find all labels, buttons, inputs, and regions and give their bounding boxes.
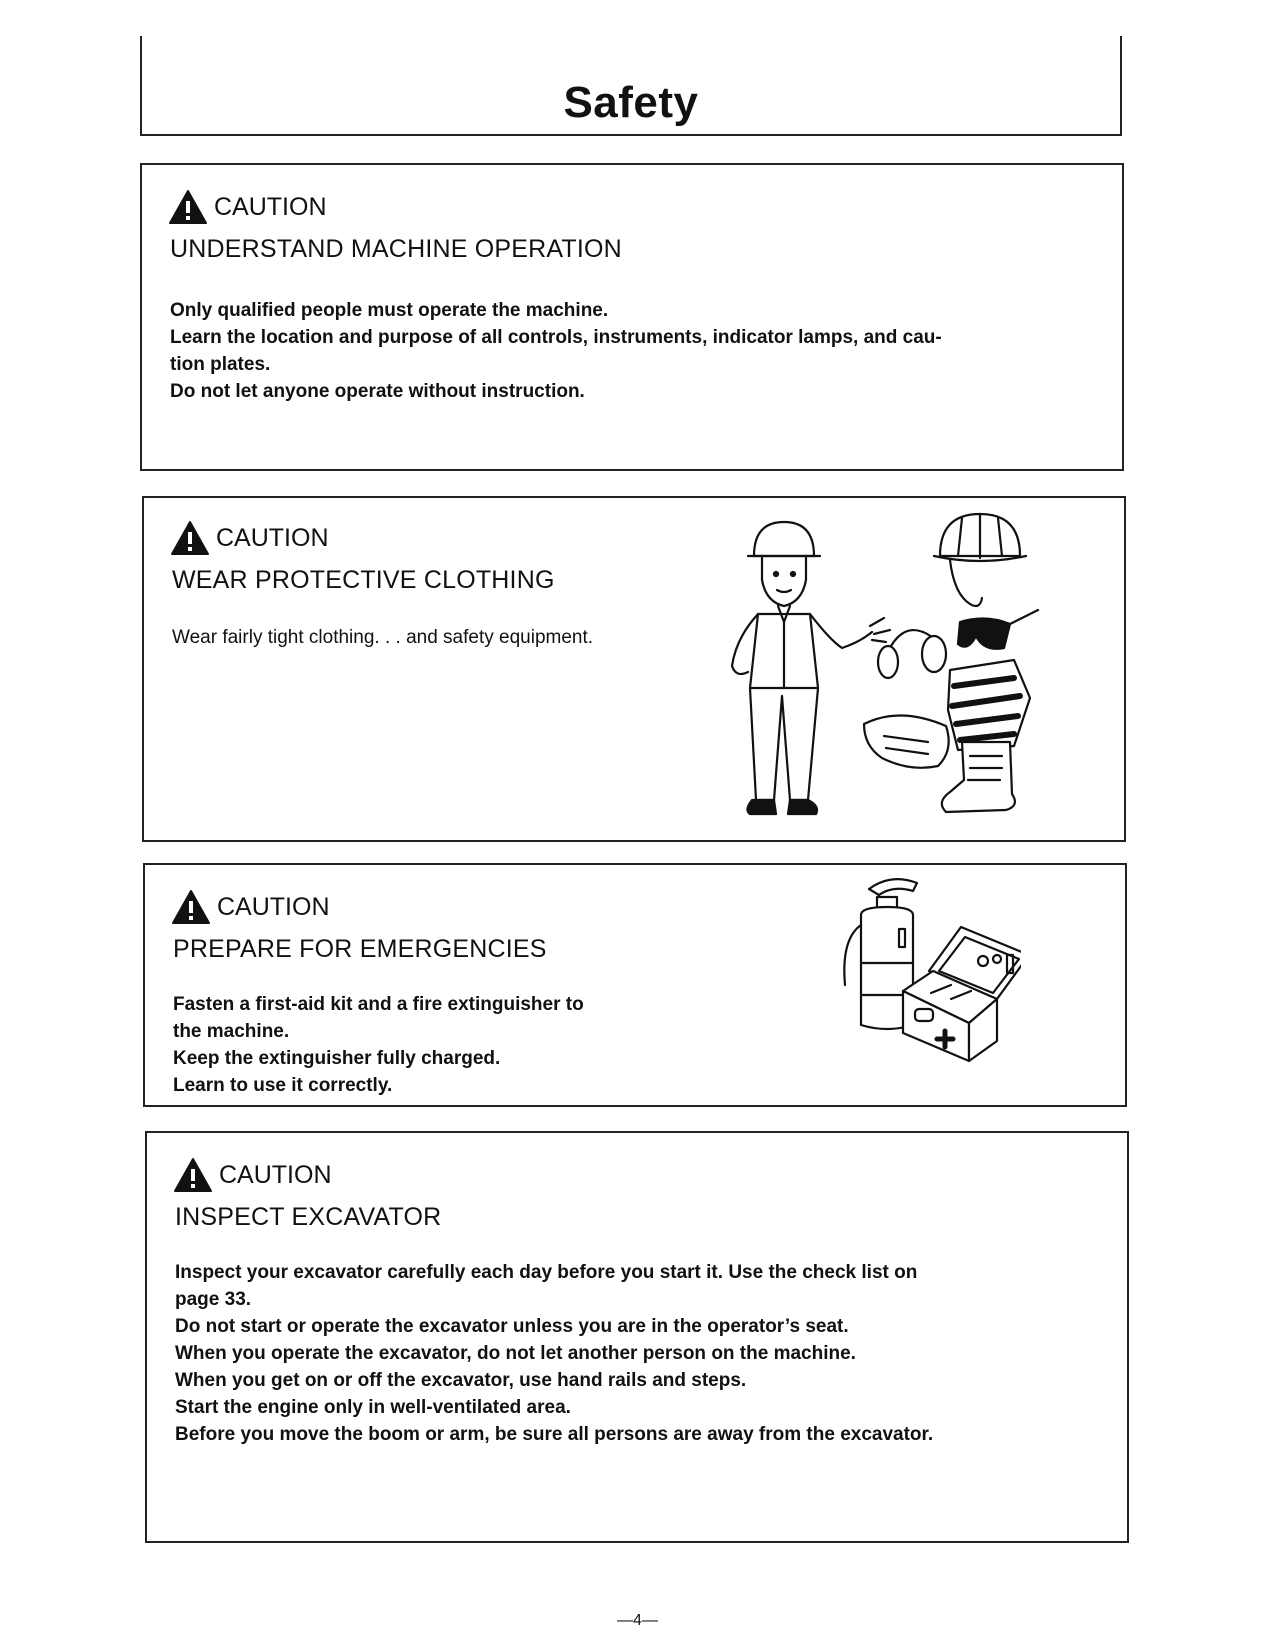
caution-label [170, 520, 329, 556]
body-line: tion plates. [170, 354, 271, 375]
body-line: Inspect your excavator carefully each day before you start it. Use the check list on [175, 1262, 918, 1283]
body-line: Keep the extinguisher fully charged. [173, 1048, 501, 1069]
section-body [170, 297, 942, 405]
caution-label [168, 189, 327, 225]
body-line: When you get on or off the excavator, use hand rails and steps. [175, 1370, 747, 1391]
page-title: Safety [563, 78, 699, 127]
page-number: —4— [617, 1612, 658, 1629]
caution-box-emergencies [143, 863, 1127, 1107]
section-heading: INSPECT EXCAVATOR [175, 1203, 442, 1231]
caution-word: CAUTION [214, 192, 327, 221]
title-frame [140, 36, 1122, 136]
body-line: Wear fairly tight clothing. . . and safety equipment. [172, 627, 594, 648]
body-line: Do not let anyone operate without instruction. [170, 381, 585, 402]
warning-triangle-icon [170, 520, 210, 556]
body-line: When you operate the excavator, do not let another person on the machine. [175, 1343, 856, 1364]
caution-box-inspect-excavator [145, 1131, 1129, 1543]
warning-triangle-icon [171, 889, 211, 925]
caution-label [171, 889, 330, 925]
caution-box-protective-clothing [142, 496, 1126, 842]
warning-triangle-icon [173, 1157, 213, 1193]
protective-equipment-illustration [714, 510, 1074, 828]
section-heading: UNDERSTAND MACHINE OPERATION [170, 235, 622, 263]
body-line: Do not start or operate the excavator unless you are in the operator’s seat. [175, 1316, 849, 1337]
section-heading: WEAR PROTECTIVE CLOTHING [172, 566, 555, 594]
body-line: the machine. [173, 1021, 290, 1042]
caution-word: CAUTION [217, 892, 330, 921]
warning-triangle-icon [168, 189, 208, 225]
body-line: Learn the location and purpose of all controls, instruments, indicator lamps, and cau- [170, 327, 942, 348]
caution-box-machine-operation [140, 163, 1124, 471]
body-line: Start the engine only in well-ventilated area. [175, 1397, 571, 1418]
section-body [173, 991, 584, 1099]
body-line: Fasten a first-aid kit and a fire extinguisher to [173, 994, 584, 1015]
body-line: Before you move the boom or arm, be sure all persons are away from the excavator. [175, 1424, 934, 1445]
section-body [175, 1259, 933, 1448]
caution-label [173, 1157, 332, 1193]
body-line: Only qualified people must operate the machine. [170, 300, 609, 321]
caution-word: CAUTION [219, 1160, 332, 1189]
body-line: Learn to use it correctly. [173, 1075, 393, 1096]
first-aid-kit-and-extinguisher-illustration [821, 875, 1021, 1071]
body-line: page 33. [175, 1289, 252, 1310]
section-heading: PREPARE FOR EMERGENCIES [173, 935, 547, 963]
caution-word: CAUTION [216, 523, 329, 552]
section-body [172, 624, 593, 651]
